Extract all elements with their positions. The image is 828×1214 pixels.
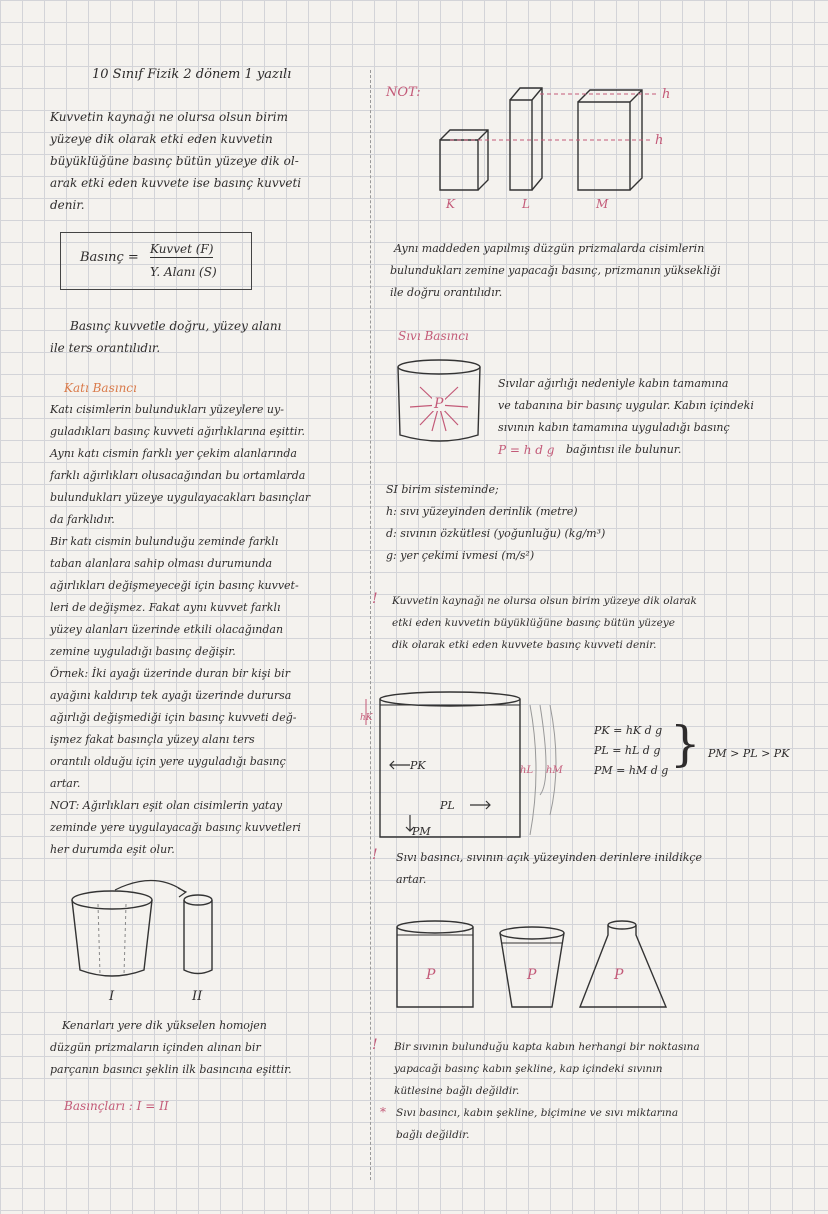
label-II: II	[192, 989, 203, 1004]
si-line: SI birim sisteminde;	[386, 483, 499, 496]
note1-line: dik olarak etki eden kuvvete basınç kuvveti denir.	[392, 639, 657, 651]
final-line: Bir sıvının bulunduğu kapta kabın herhangi bir noktasına	[394, 1041, 700, 1053]
solid-line: Bir katı cismin bulunduğu zeminde farklı	[50, 535, 279, 548]
column-divider	[370, 70, 371, 1180]
note1-line: etki eden kuvvetin büyüklüğüne basınç bütün yüzeye	[392, 617, 675, 629]
container-P-2: P	[527, 967, 537, 983]
solid-pressure-title: Katı Basıncı	[64, 381, 137, 395]
intro-line: yüzeye dik olarak etki eden kuvvetin	[50, 132, 273, 146]
pressure-equality: Basınçları : I = II	[64, 1099, 169, 1113]
star-icon: *	[380, 1105, 386, 1119]
example-line: işmez fakat basınçla yüzey alanı ters	[50, 733, 255, 746]
example-line: ayağını kaldırıp tek ayağı üzerinde durursa	[50, 689, 292, 702]
label-hK: hK	[360, 713, 373, 723]
intro-line: Kuvvetin kaynağı ne olursa olsun birim	[50, 110, 288, 124]
pressure-order: PM > PL > PK	[708, 747, 790, 760]
prism-line: ile doğru orantılıdır.	[390, 286, 503, 299]
container-P-1: P	[426, 967, 436, 983]
final-line: kütlesine bağlı değildir.	[394, 1085, 520, 1097]
solid-line: zemine uyguladığı basınç değişir.	[50, 645, 236, 658]
label-PK: PK	[410, 759, 426, 772]
h-label-top: h	[662, 87, 671, 102]
prism-line: bulundukları zemine yapacağı basınç, prizmanın yüksekliği	[390, 264, 721, 277]
star-line: Sıvı basıncı, kabın şekline, biçimine ve sıvı miktarına	[396, 1107, 679, 1119]
solid-line: taban alanlara sahip olması durumunda	[50, 557, 273, 570]
formula-numerator: Kuvvet (F)	[150, 242, 214, 256]
label-I: I	[109, 989, 115, 1004]
formula-denominator: Y. Alanı (S)	[150, 265, 217, 279]
solid-line: leri de değişmez. Fakat aynı kuvvet farklı	[50, 601, 281, 614]
label-hL: hL	[520, 765, 534, 776]
star-line: bağlı değildir.	[396, 1129, 470, 1141]
liquid-line: bağıntısı ile bulunur.	[566, 443, 682, 456]
label-hM: hM	[546, 765, 563, 776]
note1-line: Kuvvetin kaynağı ne olursa olsun birim yüzeye dik olarak	[392, 595, 697, 607]
h-label-mid: h	[655, 133, 664, 148]
container-P-3: P	[614, 967, 624, 983]
relation-line: Basınç kuvvetle doğru, yüzey alanı	[70, 319, 282, 333]
relation-line: ile ters orantılıdır.	[50, 341, 161, 355]
homogeneous-line: Kenarları yere dik yükselen homojen	[62, 1019, 267, 1032]
si-line: h: sıvı yüzeyinden derinlik (metre)	[386, 505, 578, 518]
note-line: her durumda eşit olur.	[50, 843, 175, 856]
prism-label-K: K	[446, 197, 455, 211]
pressure-eq: PL = hL d g	[594, 744, 661, 757]
homogeneous-line: parçanın basıncı şeklin ilk basıncına eşittir.	[50, 1063, 292, 1076]
formula-label: Basınç =	[80, 250, 139, 265]
liquid-line: sıvının kabın tamamına uyguladığı basınç	[498, 421, 730, 434]
solid-line: Katı cisimlerin bulundukları yüzeylere uy-	[50, 403, 284, 416]
liquid-P-label: P	[434, 396, 444, 412]
solid-line: bulundukları yüzeye uygulayacakları basınçlar	[50, 491, 311, 504]
exclamation-icon: !	[372, 591, 378, 607]
label-PM: PM	[412, 825, 431, 838]
si-line: d: sıvının özkütlesi (yoğunluğu) (kg/m³)	[386, 527, 606, 540]
note-line: NOT: Ağırlıkları eşit olan cisimlerin yatay	[50, 799, 283, 812]
prism-cut-diagram	[60, 880, 230, 1000]
brace-icon: }	[670, 716, 701, 772]
liquid-line: ve tabanına bir basınç uygular. Kabın içindeki	[498, 399, 754, 412]
prism-label-L: L	[522, 197, 530, 211]
pressure-eq: PM = hM d g	[594, 764, 669, 777]
depth-note-line: artar.	[396, 873, 427, 886]
prism-line: Aynı maddeden yapılmış düzgün prizmalarda cisimlerin	[394, 242, 705, 255]
liquid-pressure-title: Sıvı Basıncı	[398, 329, 469, 343]
si-line: g: yer çekimi ivmesi (m/s²)	[386, 549, 535, 562]
final-line: yapacağı basınç kabın şekline, kap içindeki sıvının	[394, 1063, 663, 1075]
label-PL: PL	[440, 799, 455, 812]
solid-line: ağırlıkları değişmeyeceği için basınç kuvvet-	[50, 579, 299, 592]
liquid-formula: P = h d g	[498, 443, 555, 457]
prism-label-M: M	[596, 197, 609, 211]
page-header: 10 Sınıf Fizik 2 dönem 1 yazılı	[92, 67, 292, 82]
solid-line: da farklıdır.	[50, 513, 115, 526]
note-label: NOT:	[386, 85, 421, 100]
example-line: ağırlığı değişmediği için basınç kuvveti değ-	[50, 711, 297, 724]
homogeneous-line: düzgün prizmaların içinden alınan bir	[50, 1041, 261, 1054]
solid-line: guladıkları basınç kuvveti ağırlıklarına eşittir.	[50, 425, 306, 438]
example-line: artar.	[50, 777, 81, 790]
solid-line: farklı ağırlıkları olusacağından bu ortamlarda	[50, 469, 306, 482]
pressure-eq: PK = hK d g	[594, 724, 663, 737]
solid-line: Aynı katı cismin farklı yer çekim alanlarında	[50, 447, 297, 460]
solid-line: yüzey alanları üzerinde etkili olacağından	[50, 623, 284, 636]
intro-line: denir.	[50, 198, 85, 212]
note-line: zeminde yere uygulayacağı basınç kuvvetleri	[50, 821, 301, 834]
intro-line: arak etki eden kuvvete ise basınç kuvveti	[50, 176, 302, 190]
example-line: Örnek: İki ayağı üzerinde duran bir kişi bir	[50, 667, 290, 680]
intro-line: büyüklüğüne basınç bütün yüzeye dik ol-	[50, 154, 299, 168]
exclamation-icon: !	[372, 1037, 378, 1053]
liquid-line: Sıvılar ağırlığı nedeniyle kabın tamamına	[498, 377, 729, 390]
exclamation-icon: !	[372, 847, 378, 863]
example-line: orantılı olduğu için yere uyguladığı basınç	[50, 755, 286, 768]
prisms-diagram	[430, 80, 680, 220]
depth-note-line: Sıvı basıncı, sıvının açık yüzeyinden derinlere inildikçe	[396, 851, 703, 864]
